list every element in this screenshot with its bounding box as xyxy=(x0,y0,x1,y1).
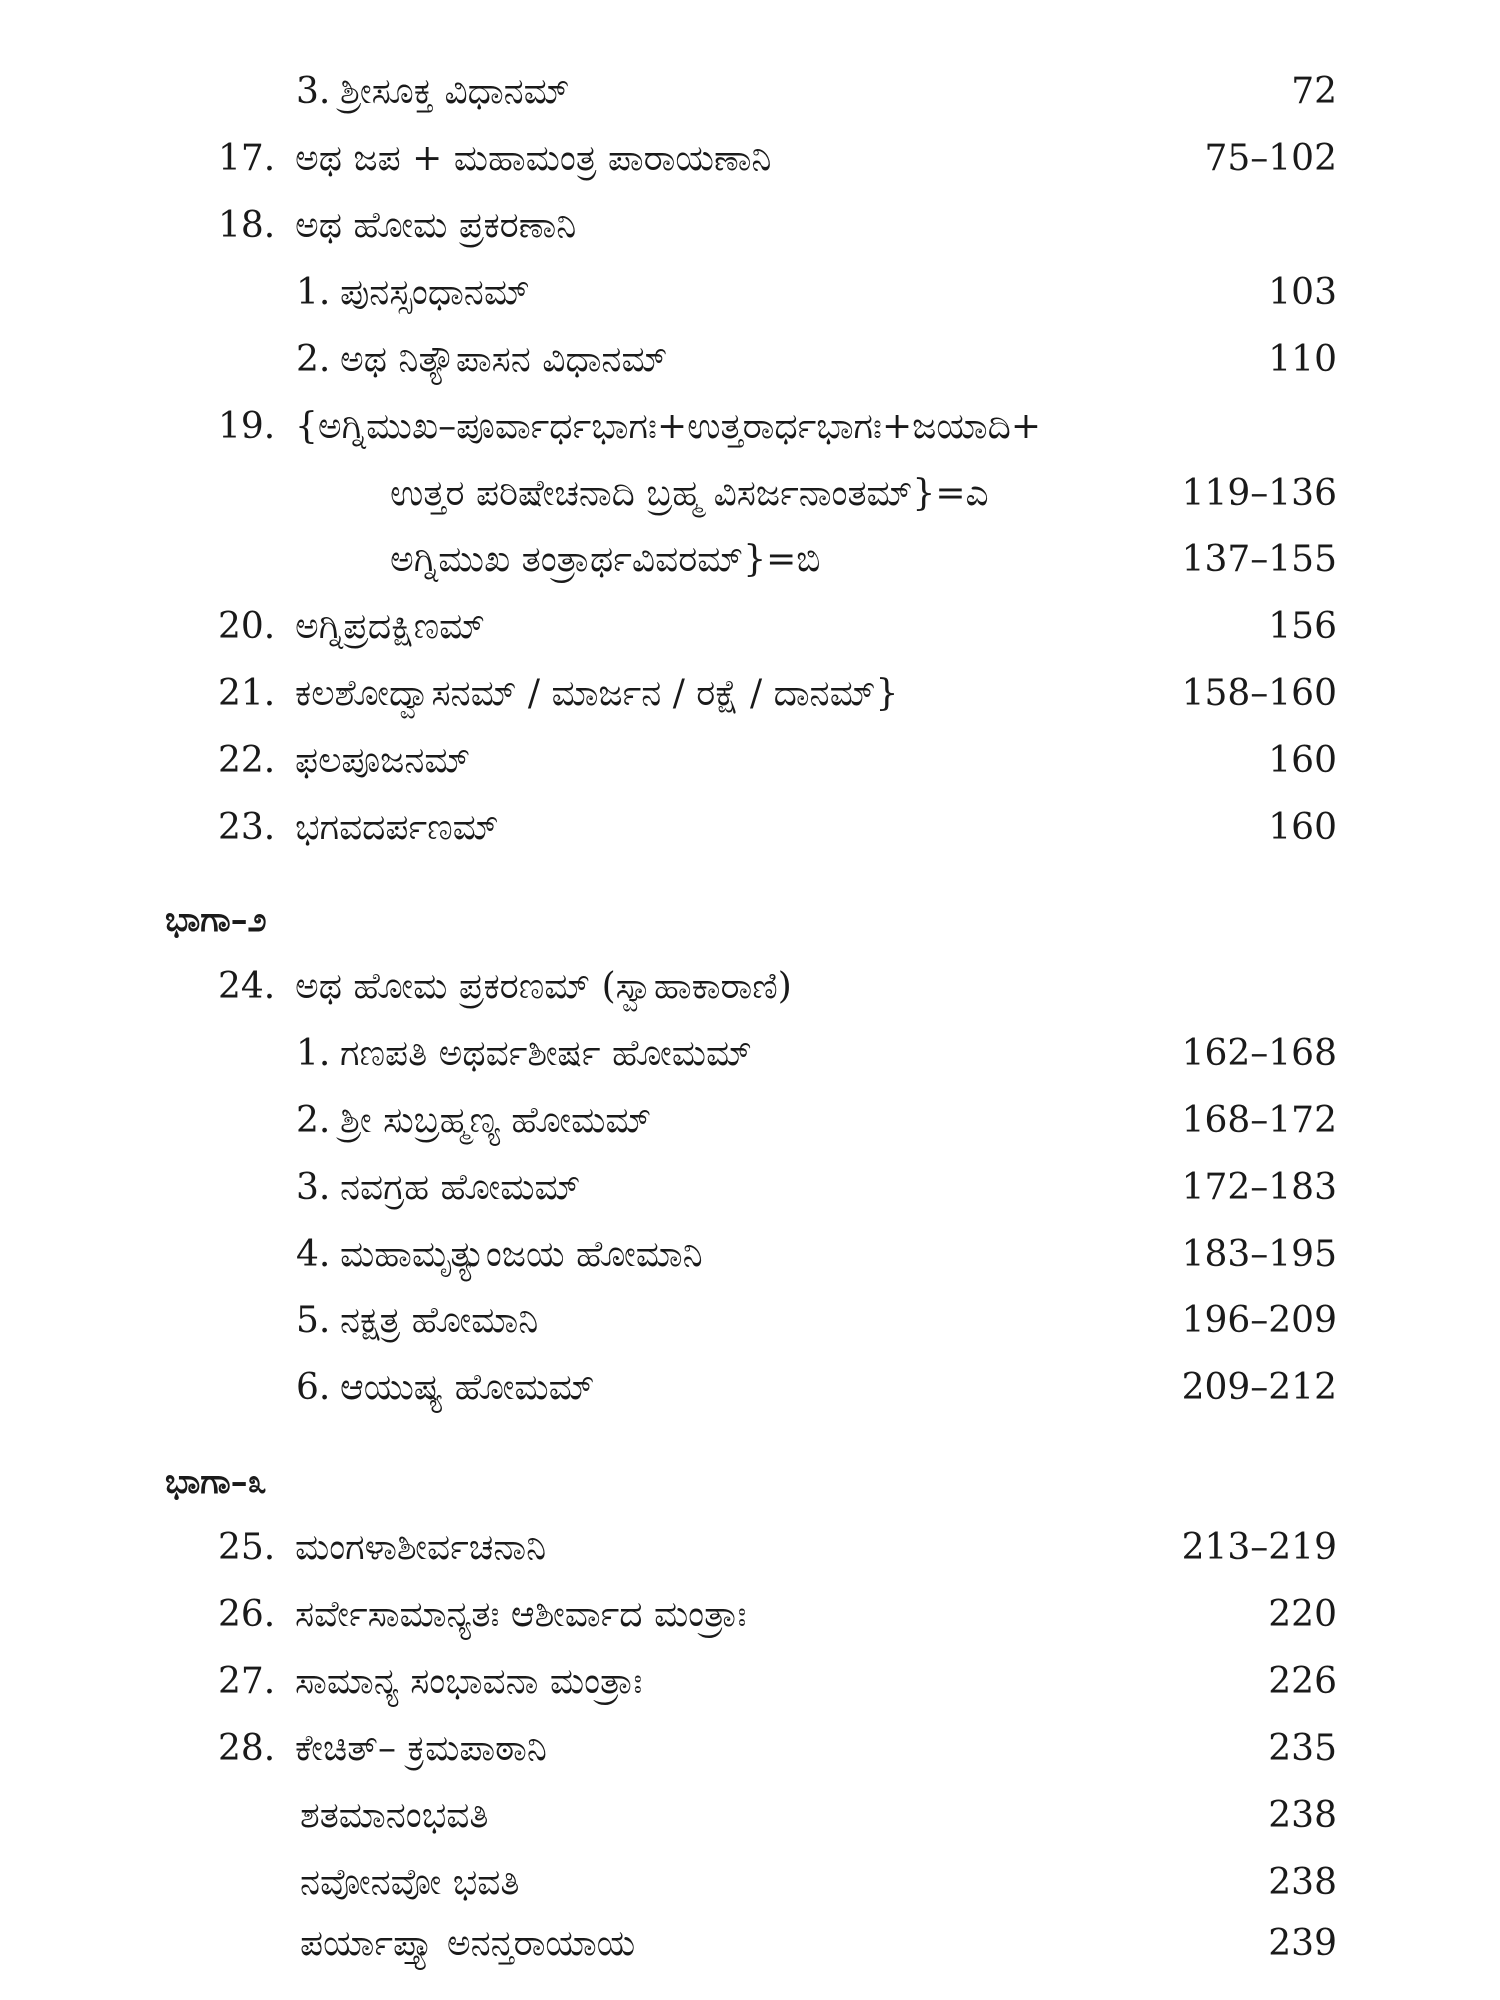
toc-entry xyxy=(0,1091,1500,1151)
entry-number: 22. xyxy=(218,740,276,781)
entry-title: ಮಂಗಳಾಶೀರ್ವಚನಾನಿ xyxy=(295,1527,547,1568)
entry-number: 19. xyxy=(218,406,276,447)
entry-page: 168–172 xyxy=(1181,1100,1337,1141)
entry-page: 162–168 xyxy=(1181,1033,1337,1074)
entry-number: 27. xyxy=(218,1661,276,1702)
toc-entry xyxy=(0,798,1500,858)
entry-title: ಭಗವದರ್ಪಣಮ್ xyxy=(295,807,499,848)
entry-title: ಪುನಸ್ಸಂಧಾನಮ್ xyxy=(340,272,530,313)
entry-title: ಪರ್ಯಾಪ್ತ್ಯಾ ಅನನ್ತರಾಯಾಯ xyxy=(300,1923,636,1964)
entry-title: ಅಗ್ನಿಪ್ರದಕ್ಷಿಣಮ್ xyxy=(295,606,486,647)
toc-entry xyxy=(0,1158,1500,1218)
entry-title: ಶ್ರೀ ಸುಬ್ರಹ್ಮಣ್ಯ ಹೋಮಮ್ xyxy=(340,1100,652,1141)
entry-page: 160 xyxy=(1268,807,1337,848)
entry-title: ಶ್ರೀಸೂಕ್ತ ವಿಧಾನಮ್ xyxy=(340,71,570,112)
entry-title: ಶತಮಾನಂಭವತಿ xyxy=(300,1795,489,1836)
section-heading-part-2: ಭಾಗಾ–೨ xyxy=(165,900,267,940)
toc-entry xyxy=(0,1358,1500,1418)
entry-title: ಸರ್ವೇಸಾಮಾನ್ಯತಃ ಆಶೀರ್ವಾದ ಮಂತ್ರಾಃ xyxy=(295,1594,747,1635)
entry-page: 226 xyxy=(1268,1661,1337,1702)
entry-page: 156 xyxy=(1268,606,1337,647)
entry-page: 239 xyxy=(1268,1923,1337,1964)
entry-number: 4. xyxy=(296,1234,331,1275)
toc-entry xyxy=(0,1914,1500,1974)
entry-number: 1. xyxy=(296,1033,331,1074)
toc-entry xyxy=(0,664,1500,724)
toc-entry xyxy=(0,129,1500,189)
entry-page: 137–155 xyxy=(1181,539,1337,580)
entry-title: ಕೇಚಿತ್– ಕ್ರಮಪಾಠಾನಿ xyxy=(295,1728,547,1769)
toc-entry xyxy=(0,196,1500,256)
toc-entry xyxy=(0,530,1500,590)
entry-title: ಅಥ ನಿತ್ಯೌಪಾಸನ ವಿಧಾನಮ್ xyxy=(340,339,668,380)
entry-number: 21. xyxy=(218,673,276,714)
section-heading-part-3: ಭಾಗಾ–೩ xyxy=(165,1462,267,1502)
entry-number: 3. xyxy=(296,1167,331,1208)
entry-page: 183–195 xyxy=(1181,1234,1337,1275)
entry-title: ಗಣಪತಿ ಅಥರ್ವಶೀರ್ಷ ಹೋಮಮ್ xyxy=(340,1033,752,1074)
toc-entry xyxy=(0,62,1500,122)
entry-number: 1. xyxy=(296,272,331,313)
entry-page: 172–183 xyxy=(1181,1167,1337,1208)
entry-title: ಆಯುಷ್ಯ ಹೋಮಮ್ xyxy=(340,1367,595,1408)
entry-number: 18. xyxy=(218,205,276,246)
entry-page: 75–102 xyxy=(1204,138,1337,179)
entry-page: 110 xyxy=(1268,339,1337,380)
entry-number: 23. xyxy=(218,807,276,848)
toc-entry xyxy=(0,957,1500,1017)
entry-page: 160 xyxy=(1268,740,1337,781)
entry-title: ನವಗ್ರಹ ಹೋಮಮ್ xyxy=(340,1167,581,1208)
entry-page: 235 xyxy=(1268,1728,1337,1769)
toc-entry xyxy=(0,1786,1500,1846)
entry-page: 196–209 xyxy=(1181,1300,1337,1341)
toc-entry xyxy=(0,731,1500,791)
toc-entry xyxy=(0,397,1500,457)
toc-entry xyxy=(0,1585,1500,1645)
entry-page: 72 xyxy=(1291,71,1337,112)
toc-entry xyxy=(0,1024,1500,1084)
entry-title: ಅಥ ಹೋಮ ಪ್ರಕರಣಮ್ (ಸ್ವಾಹಾಕಾರಾಣಿ) xyxy=(295,966,792,1007)
entry-page: 209–212 xyxy=(1181,1367,1337,1408)
entry-number: 25. xyxy=(218,1527,276,1568)
entry-title: ಅಗ್ನಿಮುಖ ತಂತ್ರಾರ್ಥವಿವರಮ್}=ಬಿ xyxy=(390,539,821,580)
entry-number: 26. xyxy=(218,1594,276,1635)
toc-entry xyxy=(0,263,1500,323)
entry-page: 103 xyxy=(1268,272,1337,313)
toc-entry xyxy=(0,1853,1500,1913)
toc-entry xyxy=(0,464,1500,524)
entry-page: 238 xyxy=(1268,1862,1337,1903)
entry-title: ಅಥ ಹೋಮ ಪ್ರಕರಣಾನಿ xyxy=(295,205,577,246)
entry-title: {ಅಗ್ನಿಮುಖ–ಪೂರ್ವಾರ್ಧಭಾಗಃ+ಉತ್ತರಾರ್ಧಭಾಗಃ+ಜಯಾದಿ+ xyxy=(295,406,1042,447)
entry-title: ಸಾಮಾನ್ಯ ಸಂಭಾವನಾ ಮಂತ್ರಾಃ xyxy=(295,1661,643,1702)
toc-entry xyxy=(0,1518,1500,1578)
toc-entry xyxy=(0,597,1500,657)
entry-page: 213–219 xyxy=(1181,1527,1337,1568)
entry-number: 20. xyxy=(218,606,276,647)
entry-number: 2. xyxy=(296,1100,331,1141)
toc-entry xyxy=(0,1652,1500,1712)
entry-title: ನಕ್ಷತ್ರ ಹೋಮಾನಿ xyxy=(340,1300,539,1341)
entry-number: 3. xyxy=(296,71,331,112)
entry-number: 2. xyxy=(296,339,331,380)
entry-title: ಕಲಶೋದ್ವಾಸನಮ್ / ಮಾರ್ಜನ / ರಕ್ಷೆ / ದಾನಮ್} xyxy=(295,673,899,714)
entry-page: 119–136 xyxy=(1181,473,1337,514)
entry-number: 5. xyxy=(296,1300,331,1341)
toc-entry xyxy=(0,1225,1500,1285)
entry-number: 24. xyxy=(218,966,276,1007)
entry-number: 17. xyxy=(218,138,276,179)
entry-title: ಉತ್ತರ ಪರಿಷೇಚನಾದಿ ಬ್ರಹ್ಮ ವಿಸರ್ಜನಾಂತಮ್}=ಎ xyxy=(390,473,989,514)
entry-page: 238 xyxy=(1268,1795,1337,1836)
entry-page: 220 xyxy=(1268,1594,1337,1635)
toc-entry xyxy=(0,1291,1500,1351)
entry-number: 6. xyxy=(296,1367,331,1408)
entry-title: ಮಹಾಮೃತ್ಯುಂಜಯ ಹೋಮಾನಿ xyxy=(340,1234,703,1275)
toc-entry xyxy=(0,1719,1500,1779)
toc-entry xyxy=(0,330,1500,390)
entry-title: ಫಲಪೂಜನಮ್ xyxy=(295,740,471,781)
entry-title: ಅಥ ಜಪ + ಮಹಾಮಂತ್ರ ಪಾರಾಯಣಾನಿ xyxy=(295,138,772,179)
entry-title: ನವೋನವೋ ಭವತಿ xyxy=(300,1862,520,1903)
entry-number: 28. xyxy=(218,1728,276,1769)
entry-page: 158–160 xyxy=(1181,673,1337,714)
